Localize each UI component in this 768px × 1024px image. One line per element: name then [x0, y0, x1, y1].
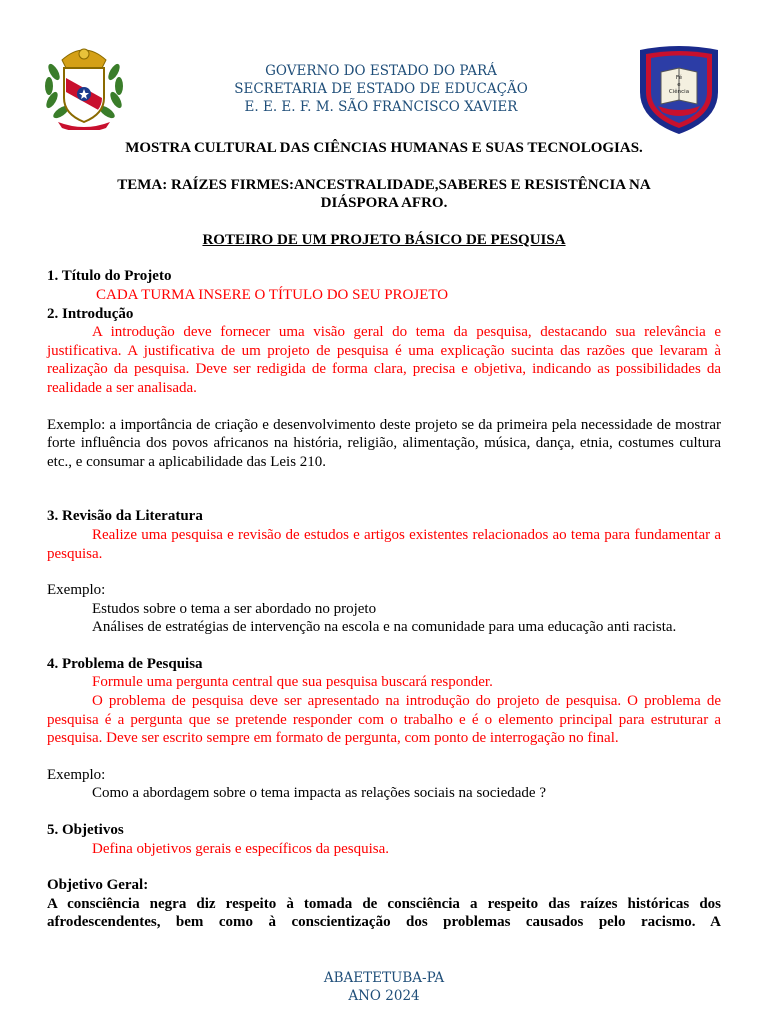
section-5-instruction: Defina objetivos gerais e específicos da pesquisa. — [92, 840, 389, 857]
section-3-example-item-1: Estudos sobre o tema a ser abordado no projeto — [92, 600, 377, 617]
section-3-example-item-2: Análises de estratégias de intervenção na escola e na comunidade para uma educação anti racista. — [92, 619, 677, 636]
shield-text-line1: Fé — [675, 75, 683, 81]
theme-line-2: DIÁSPORA AFRO. — [320, 195, 448, 212]
header-secretary-line: SECRETARIA DE ESTADO DE EDUCAÇÃO — [234, 81, 528, 97]
footer-city: ABAETETUBA-PA — [323, 970, 445, 986]
footer-year: ANO 2024 — [348, 988, 420, 1004]
section-4-example-item: Como a abordagem sobre o tema impacta as relações sociais na sociedade ? — [92, 785, 546, 802]
section-4-example-label: Exemplo: — [47, 766, 106, 783]
school-shield-icon — [636, 44, 722, 136]
section-1-instruction: CADA TURMA INSERE O TÍTULO DO SEU PROJETO — [96, 286, 449, 303]
roteiro-heading: ROTEIRO DE UM PROJETO BÁSICO DE PESQUISA — [202, 231, 566, 248]
shield-text-line2: e — [677, 82, 681, 88]
general-objective-text: A consciência negra diz respeito à tomada de consciência a respeito das raízes históricas dos afrodescendentes, bem como à conscientização dos problemas causados pelo racismo. A — [47, 895, 721, 931]
header-school-line: E. E. E. F. M. SÃO FRANCISCO XAVIER — [244, 99, 518, 115]
section-3-example-label: Exemplo: — [47, 582, 106, 599]
document-body — [47, 139, 721, 932]
section-3-instruction: Realize uma pesquisa e revisão de estudos e artigos existentes relacionados ao tema para fundamentar a pesquisa. — [47, 526, 721, 562]
section-4-heading: 4. Problema de Pesquisa — [47, 655, 203, 672]
section-5-heading: 5. Objetivos — [47, 822, 124, 839]
section-2-heading: 2. Introdução — [47, 305, 134, 322]
shield-text-line3: Ciência — [668, 89, 690, 95]
state-coat-of-arms-icon — [40, 42, 128, 130]
section-2-example: Exemplo: a importância de criação e desenvolvimento deste projeto se da primeira pela necessidade de mostrar forte influência dos povos africanos na história, religião, alimentação, música, dança, etnia, costumes cultura etc., e consumar a aplicabilidade das Leis 210. — [47, 416, 721, 470]
section-1-heading: 1. Título do Projeto — [47, 268, 172, 285]
section-2-instruction: A introdução deve fornecer uma visão geral do tema da pesquisa, destacando sua relevância e justificativa. A justificativa de um projeto de pesquisa é uma explicação sucinta das razões que levaram à realização da pesquisa. Deve ser redigida de forma clara, precisa e objetiva, indicando as possibilidades da realidade a ser analisada. — [47, 324, 721, 396]
theme-line-1: TEMA: RAÍZES FIRMES:ANCESTRALIDADE,SABERES E RESISTÊNCIA NA — [117, 176, 651, 193]
footer — [0, 969, 768, 1005]
general-objective-label: Objetivo Geral: — [47, 877, 149, 894]
header-government-line: GOVERNO DO ESTADO DO PARÁ — [265, 63, 497, 79]
section-4-instruction-2: O problema de pesquisa deve ser apresentado na introdução do projeto de pesquisa. O problema de pesquisa é a pergunta que se pretende responder com o trabalho e é o elemento principal para estruturar a pesquisa. Deve ser escrito sempre em formato de pergunta, com ponto de interrogação no final. — [47, 693, 721, 747]
letterhead-text — [150, 62, 612, 116]
letterhead — [0, 40, 768, 130]
event-title: MOSTRA CULTURAL DAS CIÊNCIAS HUMANAS E SUAS TECNOLOGIAS. — [125, 140, 643, 156]
section-4-instruction-1: Formule uma pergunta central que sua pesquisa buscará responder. — [92, 674, 493, 691]
section-3-heading: 3. Revisão da Literatura — [47, 508, 203, 525]
